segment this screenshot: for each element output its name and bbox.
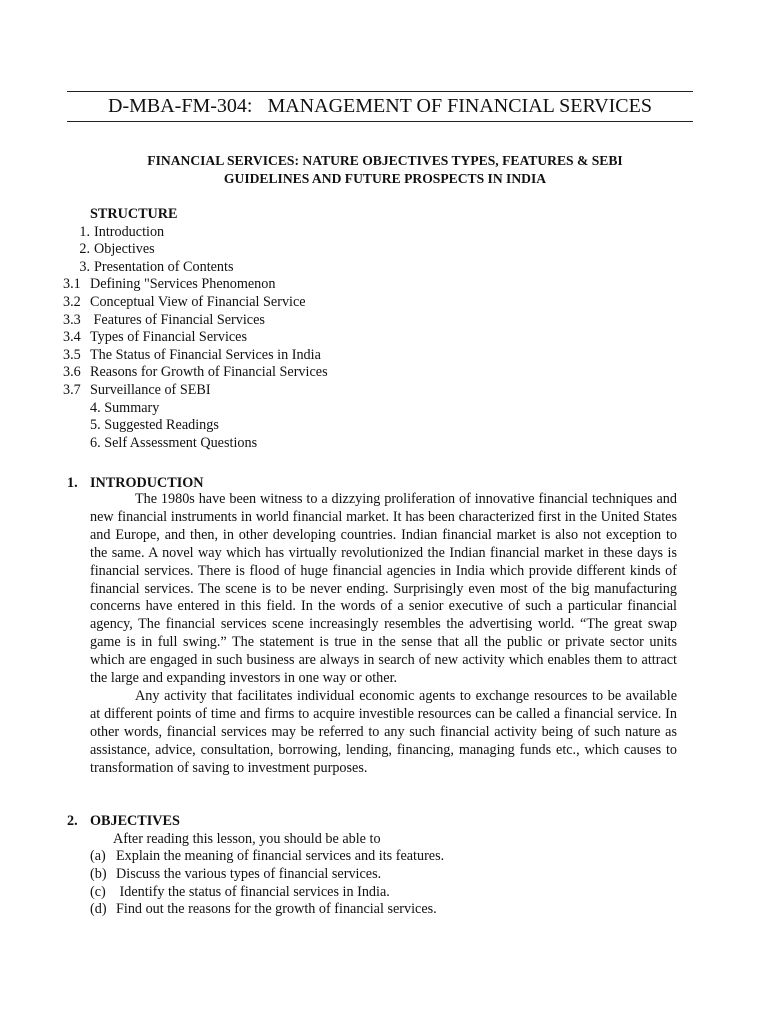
- structure-item-text: Defining "Services Phenomenon: [90, 276, 276, 293]
- introduction-title: INTRODUCTION: [90, 475, 204, 491]
- structure-item-text: Introduction: [94, 223, 165, 240]
- structure-item-text: Presentation of Contents: [94, 258, 234, 275]
- objectives-intro: After reading this lesson, you should be able to: [113, 831, 381, 847]
- structure-item-text: Objectives: [94, 241, 155, 258]
- structure-item-number: 3.4: [63, 329, 81, 346]
- objective-item: [90, 901, 444, 919]
- objective-marker: (b): [90, 865, 107, 882]
- objectives-list: [90, 848, 444, 919]
- structure-item-number: 3.3: [63, 311, 81, 328]
- structure-tail-item: 4. Summary: [90, 399, 160, 416]
- structure-item: [63, 241, 663, 259]
- structure-item: [63, 259, 663, 277]
- objective-marker: (d): [90, 901, 107, 918]
- objectives-heading: [67, 812, 180, 830]
- structure-item: [63, 329, 663, 347]
- structure-tail-item: 5. Suggested Readings: [90, 417, 219, 434]
- objective-marker: (a): [90, 848, 106, 864]
- structure-item-number: 1.: [79, 223, 90, 240]
- structure-item-number: 3.1: [63, 276, 81, 293]
- structure-item-number: 3.: [79, 258, 90, 275]
- structure-item-text: Features of Financial Services: [90, 311, 265, 328]
- objective-text: Identify the status of financial services in India.: [116, 883, 390, 900]
- structure-heading: STRUCTURE: [90, 206, 178, 222]
- structure-item-number: 3.5: [63, 346, 81, 363]
- header-bottom-rule: [67, 121, 693, 122]
- structure-item-text: Types of Financial Services: [90, 329, 247, 346]
- structure-outline: [63, 206, 663, 452]
- structure-item: [63, 364, 663, 382]
- introduction-paragraph-1: The 1980s have been witness to a dizzying proliferation of innovative financial techniques and new financial instruments in world financial market. It has been characterized first in the United States and Europe, and then, in other developing countries. Indian financial market is also not exception to the same. A novel way which has virtually revolutionized the Indian financial market in these days is financial services. There is flood of huge financial agencies in India which provide different kinds of financial services. The scene is to be never ending. Surprisingly even most of the big manufacturing concerns have entered in this field. In the words of a senior executive of such a particular financial agency, The financial services scene increasingly resembles the advertising world. “The great swap game is in full swing.” The statement is true in the sense that all the public or private sector units which are engaged in such business are always in search of new activity which enables them to attract the large and expanding investors in one way or other.: [90, 491, 677, 687]
- structure-item-text: Conceptual View of Financial Service: [90, 293, 306, 310]
- course-header-title: D-MBA-FM-304: MANAGEMENT OF FINANCIAL SERVICES: [108, 95, 652, 117]
- structure-item-number: 3.2: [63, 293, 81, 310]
- structure-item: [63, 224, 663, 242]
- structure-item-text: The Status of Financial Services in India: [90, 346, 321, 363]
- structure-tail-item: 6. Self Assessment Questions: [90, 434, 258, 451]
- structure-item-number: 3.6: [63, 364, 81, 381]
- introduction-paragraph-2: Any activity that facilitates individual economic agents to exchange resources to be available at different points of time and firms to acquire investible resources can be called a financial service. In other words, financial services may be referred to any such financial activity being of such nature as assistance, advice, consultation, borrowing, lending, financing, managing funds etc., which causes to transformation of saving to investment purposes.: [90, 687, 677, 776]
- objective-item: [90, 866, 444, 884]
- structure-item: [63, 276, 663, 294]
- objective-marker: (c): [90, 883, 106, 900]
- structure-item: [63, 312, 663, 330]
- objective-item: [90, 884, 444, 902]
- structure-item-number: 3.7: [63, 381, 81, 398]
- structure-item-text: Surveillance of SEBI: [90, 381, 211, 398]
- objective-text: Find out the reasons for the growth of financial services.: [116, 901, 437, 918]
- chapter-title-line-2: GUIDELINES AND FUTURE PROSPECTS IN INDIA: [223, 171, 547, 186]
- structure-item-number: 2.: [79, 241, 90, 258]
- structure-item-text: Reasons for Growth of Financial Services: [90, 364, 328, 381]
- header-top-rule: [67, 91, 693, 92]
- objective-item: [90, 848, 444, 866]
- structure-item: [63, 294, 663, 312]
- objectives-number: 2.: [67, 813, 78, 829]
- chapter-title: [100, 152, 670, 188]
- introduction-heading: [67, 474, 204, 492]
- introduction-number: 1.: [67, 475, 78, 491]
- objective-text: Discuss the various types of financial services.: [116, 865, 382, 882]
- chapter-title-line-1: FINANCIAL SERVICES: NATURE OBJECTIVES TYPES, FEATURES & SEBI: [147, 153, 623, 168]
- objective-text: Explain the meaning of financial services and its features.: [116, 848, 445, 864]
- objectives-title: OBJECTIVES: [90, 813, 180, 829]
- introduction-body: [90, 491, 677, 778]
- structure-item: [63, 347, 663, 365]
- structure-item: [63, 382, 663, 400]
